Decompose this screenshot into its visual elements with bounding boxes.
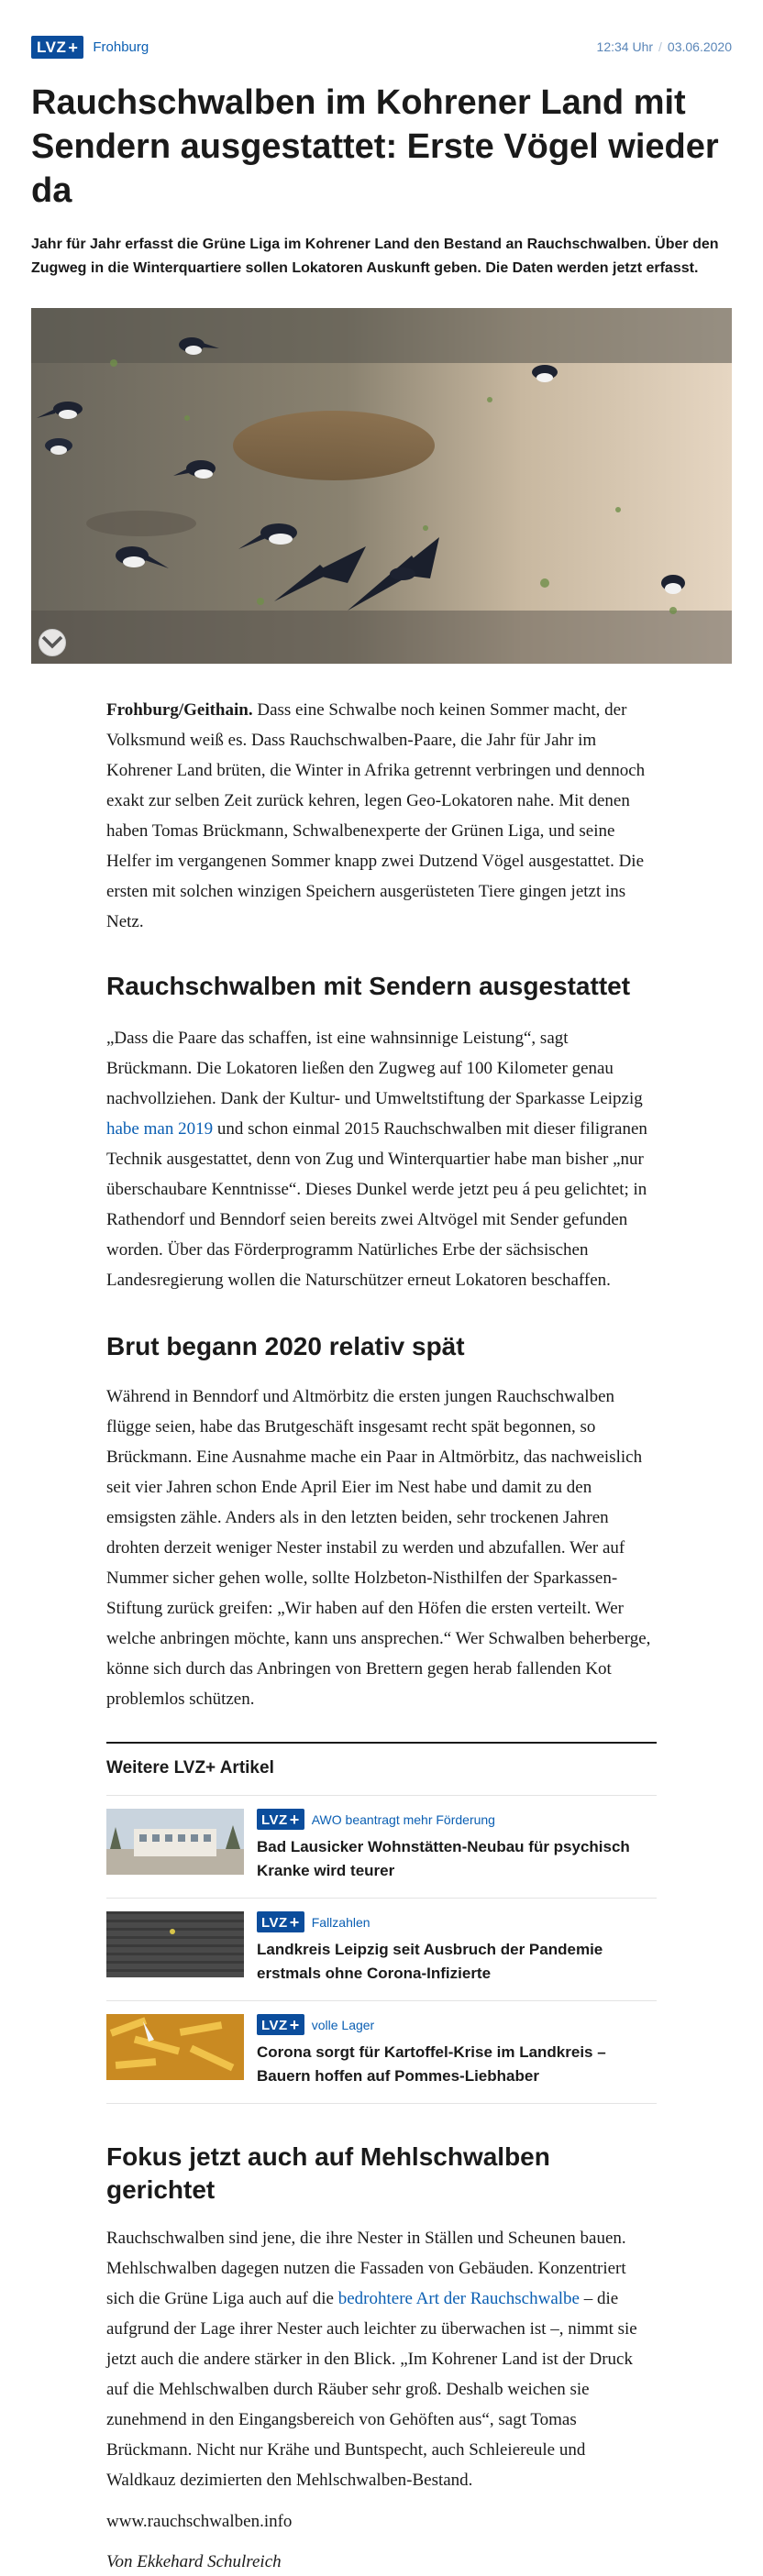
dots-thumbnail [106,1911,244,1977]
more-article-headline[interactable]: Landkreis Leipzig seit Ausbruch der Pandemie erstmals ohne Corona-Infizierte [257,1941,603,1982]
logo-plus: + [68,38,79,57]
hero-caption-toggle[interactable] [39,629,66,656]
paragraph-4-text-b: – die aufgrund der Lage ihrer Nester auch leichter zu überwachen ist –, nimmt sie jetzt auch die andere stärker in den Blick. „Im Kohrener Land ist der Druck auf die Mehlschwalben durch Räuber sehr groß. Deshalb weichen sie zunehmend in den Eingangsbereich von Gehöften aus“, sagt Tomas Brückmann. Nicht nur Krähe und Buntspecht, auch Schleiereule und Waldkauz dezimierten den Mehlschwalben-Bestand. [106,2289,637,2490]
publish-time: 12:34 Uhr [596,39,654,54]
more-article-text [257,2014,657,2088]
more-articles-box [106,1742,657,2104]
more-article-text [257,1809,657,1883]
link-bedrohtere-art[interactable]: bedrohtere Art der Rauchschwalbe [337,2289,580,2308]
subheading-2: Brut begann 2020 relativ spät [106,1332,465,1360]
article-teaser: Jahr für Jahr erfasst die Grüne Liga im Kohrener Land den Bestand an Rauchschwalben. Über den Zugweg in die Winterquartiere sollen Lokatoren Auskunft geben. Die Daten werden jetzt erfasst. [31,237,719,276]
paragraph-intro [106,695,657,937]
lvz-plus-badge [257,1809,304,1830]
chevron-down-icon [39,630,65,655]
badge-plus: + [289,2016,300,2034]
more-article-headline[interactable]: Corona sorgt für Kartoffel-Krise im Landkreis – Bauern hoffen auf Pommes-Liebhaber [257,2043,606,2085]
ressort-link[interactable]: Frohburg [93,39,149,55]
badge-plus: + [289,1913,300,1932]
more-article-item[interactable] [106,1796,657,1899]
more-article-item[interactable] [106,1899,657,2001]
subheading-3: Fokus jetzt auch auf Mehlschwalben gerichtet [106,2142,550,2204]
logo-text: LVZ [37,39,67,56]
dateline: Frohburg/Geithain. [106,700,253,720]
swallows-photo [31,308,732,664]
publish-date: 03.06.2020 [667,39,732,54]
paragraph-intro-text: Dass eine Schwalbe noch keinen Sommer macht, der Volksmund weiß es. Dass Rauchschwalben-Paare, die Jahr für Jahr im Kohrener Land brüten, die Winter in Afrika getrennt verbringen und dennoch exakt zur selben Zeit zurück kehren, legen Geo-Lokatoren nahe. Mit denen haben Tomas Brückmann, Schwalbenexperte der Grünen Liga, und seine Helfer im vergangenen Sommer knapp zwei Dutzend Vögel ausgestattet. Die ersten mit solchen winzigen Speichern ausgerüsteten Tiere gingen jetzt ins Netz. [106,700,646,931]
more-article-headline[interactable]: Bad Lausicker Wohnstätten-Neubau für psychisch Kranke wird teurer [257,1838,630,1879]
author-line: Von Ekkehard Schulreich [106,2552,282,2571]
brand-area [31,36,149,59]
article-thumbnail [106,2014,244,2080]
more-article-meta [257,2014,657,2035]
lvz-plus-logo[interactable] [31,36,83,59]
lvz-plus-badge [257,2014,304,2035]
more-article-item[interactable] [106,2001,657,2104]
subheading-1: Rauchschwalben mit Sendern ausgestattet [106,972,631,1000]
publish-meta [597,39,732,54]
building-thumbnail [106,1809,244,1875]
article-thumbnail [106,1911,244,1977]
paragraph-4-text-a: Rauchschwalben sind jene, die ihre Nester in Ställen und Scheunen bauen. Mehlschwalben dagegen nutzen die Fassaden von Gebäuden. Konzentriert sich die Grüne Liga auch auf die [106,2229,626,2308]
article-thumbnail [106,1809,244,1875]
paragraph-2 [106,1023,657,1295]
badge-plus: + [289,1811,300,1829]
lvz-plus-badge [257,1911,304,1932]
meta-separator: / [658,39,662,54]
badge-text: LVZ [261,1811,288,1828]
more-article-meta [257,1911,657,1932]
more-article-kicker: volle Lager [311,2017,375,2032]
more-article-meta [257,1809,657,1830]
article-headline: Rauchschwalben im Kohrener Land mit Sendern ausgestattet: Erste Vögel wieder da [31,83,719,210]
fries-thumbnail [106,2014,244,2080]
badge-text: LVZ [261,1914,288,1931]
site-header [0,0,763,64]
more-article-kicker: AWO beantragt mehr Förderung [311,1811,495,1827]
website-reference: www.rauchschwalben.info [106,2512,293,2531]
paragraph-3: Während in Benndorf und Altmörbitz die ersten jungen Rauchschwalben flügge seien, habe das Brutgeschäft insgesamt recht spät begonnen, so Brückmann. Eine Ausnahme mache ein Paar in Altmörbitz, das nachweislich seit vier Jahren schon Ende April Eier im Nest habe und damit zu den emsigsten zähle. Anders als in den letzten beiden, sehr trockenen Jahren drohten derzeit weniger Nester instabil zu werden und abzufallen. Wer auf Nummer sicher gehen wolle, sollte Holzbeton-Nisthilfen der Sparkassen-Stiftung zurück greifen: „Wir haben auf den Höfen die ersten verteilt. Wer welche anbringen möchte, kann uns ansprechen.“ Wer Schwalben beherberge, könne sich durch das Anbringen von Brettern gegen herab fallenden Kot problemlos schützen. [106,1387,651,1709]
paragraph-2-text-b: und schon einmal 2015 Rauchschwalben mit dieser filigranen Technik ausgestattet, denn von Zug und Winterquartier habe man bisher „nur überschaubare Kenntnisse“. Dieses Dunkel werde jetzt peu á peu gelichtet; in Rathendorf und Benndorf seien bereits zwei Altvögel mit Sender gefunden worden. Über das Förderprogramm Natürliches Erbe der sächsischen Landesregierung wollen die Naturschützer erneut Lokatoren beschaffen. [106,1119,647,1290]
badge-text: LVZ [261,2017,288,2033]
paragraph-2-text-a: „Dass die Paare das schaffen, ist eine wahnsinnige Leistung“, sagt Brückmann. Die Lokatoren ließen den Zugweg auf 100 Kilometer genau nachvollziehen. Dank der Kultur- und Umweltstiftung der Sparkasse Leipzig [106,1029,643,1108]
more-articles-title: Weitere LVZ+ Artikel [106,1744,657,1796]
more-article-kicker: Fallzahlen [311,1914,370,1930]
paragraph-4 [106,2223,657,2495]
more-article-text [257,1911,657,1986]
article-body [0,695,763,2576]
link-habe-man-2019[interactable]: habe man 2019 [106,1119,214,1139]
hero-image[interactable] [31,308,732,664]
